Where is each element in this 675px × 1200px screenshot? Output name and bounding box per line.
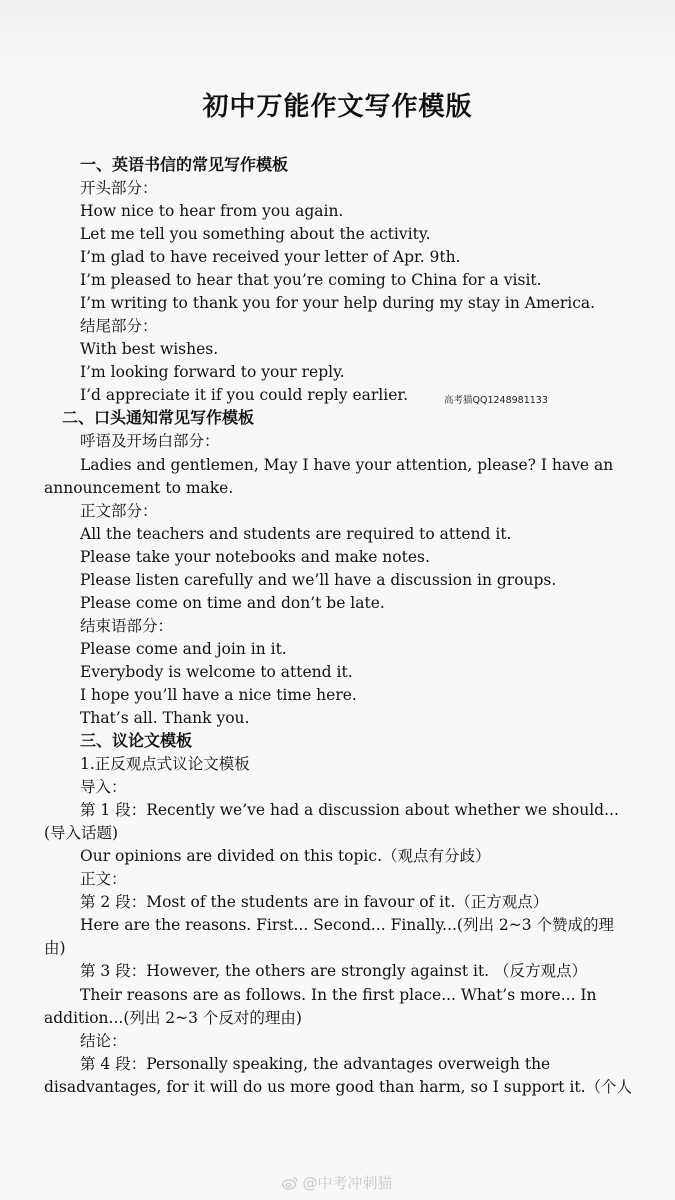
watermark-text: @中考冲刺猫: [302, 1174, 393, 1192]
text-line: I’m looking forward to your reply.: [80, 363, 345, 381]
text-line: Their reasons are as follows. In the first place... What’s more... In: [80, 986, 597, 1004]
text-line: How nice to hear from you again.: [80, 202, 344, 220]
text-line: addition...(列出 2~3 个反对的理由): [44, 1009, 302, 1027]
text-line: I’m pleased to hear that you’re coming to China for a visit.: [80, 271, 542, 289]
section-heading: 二、口头通知常见写作模板: [62, 408, 255, 427]
text-line: 1.正反观点式议论文模板: [80, 755, 250, 773]
contact-stamp: 高考猫QQ1248981133: [444, 395, 548, 406]
text-line: I’m glad to have received your letter of Apr. 9th.: [80, 248, 461, 266]
text-line: I hope you’ll have a nice time here.: [80, 686, 357, 704]
text-line: 结论：: [80, 1032, 127, 1050]
text-line: All the teachers and students are required to attend it.: [80, 525, 512, 543]
text-line: Please take your notebooks and make notes.: [80, 548, 430, 566]
text-line: Everybody is welcome to attend it.: [80, 663, 353, 681]
text-line: 第 2 段：Most of the students are in favour of it.（正方观点）: [80, 893, 549, 911]
section-heading: 三、议论文模板: [80, 731, 193, 750]
page-title: 初中万能作文写作模版: [202, 92, 473, 122]
text-line: I’d appreciate it if you could reply earlier.: [80, 386, 408, 404]
text-line: I’m writing to thank you for your help during my stay in America.: [80, 294, 596, 312]
text-line: 正文部分：: [80, 502, 158, 520]
text-line: 由): [44, 939, 66, 957]
weibo-watermark: [0, 1172, 675, 1193]
text-line: 正文：: [80, 870, 127, 888]
text-line: Here are the reasons. First... Second... Finally...(列出 2~3 个赞成的理: [80, 916, 615, 934]
text-line: Let me tell you something about the activity.: [80, 225, 431, 243]
text-line: Our opinions are divided on this topic.（观点有分歧）: [80, 847, 491, 865]
text-line: Please come on time and don’t be late.: [80, 594, 385, 612]
text-line: 第 3 段：However, the others are strongly against it. （反方观点）: [80, 962, 588, 980]
text-line: With best wishes.: [80, 340, 219, 358]
text-line: Please come and join in it.: [80, 640, 287, 658]
text-line: disadvantages, for it will do us more good than harm, so I support it.（个人: [44, 1078, 633, 1096]
section-heading: 一、英语书信的常见写作模板: [80, 155, 289, 174]
text-line: 呼语及开场白部分：: [80, 432, 220, 450]
text-line: 结束语部分：: [80, 617, 174, 635]
text-line: 第 4 段：Personally speaking, the advantages overweigh the: [80, 1055, 551, 1073]
text-line: 开头部分：: [80, 179, 158, 197]
text-line: (导入话题): [44, 824, 119, 842]
text-line: 结尾部分：: [80, 317, 158, 335]
text-line: 第 1 段：Recently we’ve had a discussion about whether we should...: [80, 801, 619, 819]
text-line: announcement to make.: [44, 479, 234, 497]
text-line: Ladies and gentlemen, May I have your attention, please? I have an: [80, 456, 614, 474]
text-line: That’s all. Thank you.: [80, 709, 250, 727]
weibo-icon: [282, 1176, 298, 1190]
text-line: Please listen carefully and we’ll have a discussion in groups.: [80, 571, 557, 589]
text-line: 导入：: [80, 778, 127, 796]
